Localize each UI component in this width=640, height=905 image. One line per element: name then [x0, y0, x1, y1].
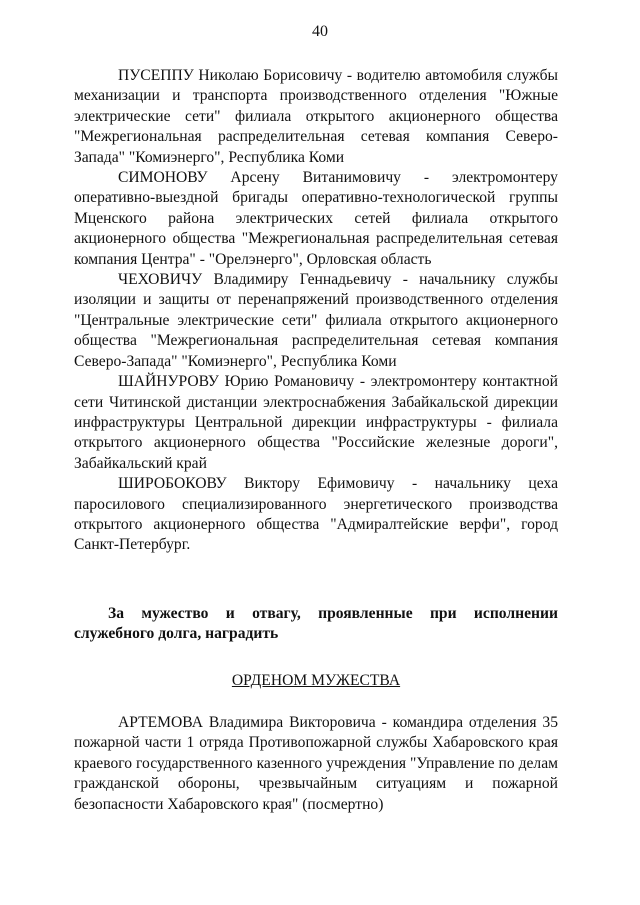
- award-entry: [74, 713, 558, 815]
- award-entry: [74, 66, 558, 168]
- recipient-description: - начальнику цеха паросилового специализированного энергетического производства открытого акционерного общества "Адмиралтейские верфи", город Санкт-Петербург.: [74, 475, 558, 554]
- recipient-description: - водителю автомобиля службы механизации и транспорта производственного отделения "Южные электрические сети" филиала открытого акционерного общества "Межрегиональная распределительная сетевая компания Северо-Запада" "Комиэнерго", Республика Коми: [74, 67, 558, 166]
- recipient-name: ШАЙНУРОВУ Юрию Романовичу: [118, 373, 355, 391]
- section-spacer: [74, 556, 558, 604]
- recipient-name: СИМОНОВУ Арсену Витанимовичу: [118, 169, 401, 187]
- recipient-name: АРТЕМОВА Владимира Викторовича: [118, 713, 376, 731]
- recipient-name: ЧЕХОВИЧУ Владимиру Геннадьевичу: [118, 271, 392, 289]
- award-entry: [74, 168, 558, 270]
- award-entry: [74, 270, 558, 372]
- recipient-description: - электромонтеру оперативно-выездной бригады оперативно-технологической группы Мценского района электрических сетей филиала открытого акционерного общества "Межрегиональная распределительная сетевая компания Центра" - "Орелэнерго", Орловская область: [74, 169, 558, 268]
- section-heading: За мужество и отвагу, проявленные при исполнении служебного долга, наградить: [74, 604, 558, 643]
- award-entry: [74, 474, 558, 556]
- award-entry: [74, 372, 558, 474]
- recipient-description: - начальнику службы изоляции и защиты от перенапряжений производственного отделения "Центральные электрические сети" филиала открытого акционерного общества "Межрегиональная распределительная сетевая компания Северо-Запада" "Комиэнерго", Республика Коми: [74, 271, 558, 370]
- document-body: [74, 66, 558, 815]
- recipient-description: - электромонтеру контактной сети Читинской дистанции электроснабжения Забайкальской дирекции инфраструктуры Центральной дирекции инфраструктуры - филиала открытого акционерного общества "Российские железные дороги", Забайкальский край: [74, 373, 558, 472]
- recipient-name: ШИРОБОКОВУ Виктору Ефимовичу: [118, 475, 395, 493]
- page-number: 40: [312, 23, 328, 40]
- recipient-description: - командира отделения 35 пожарной части 1 отряда Противопожарной службы Хабаровского края краевого государственного казенного учреждения "Управление по делам гражданской обороны, чрезвычайным ситуациям и пожарной безопасности Хабаровского края" (посмертно): [74, 713, 558, 813]
- recipient-name: ПУСЕППУ Николаю Борисовичу: [118, 67, 343, 84]
- order-title: ОРДЕНОМ МУЖЕСТВА: [231, 671, 401, 689]
